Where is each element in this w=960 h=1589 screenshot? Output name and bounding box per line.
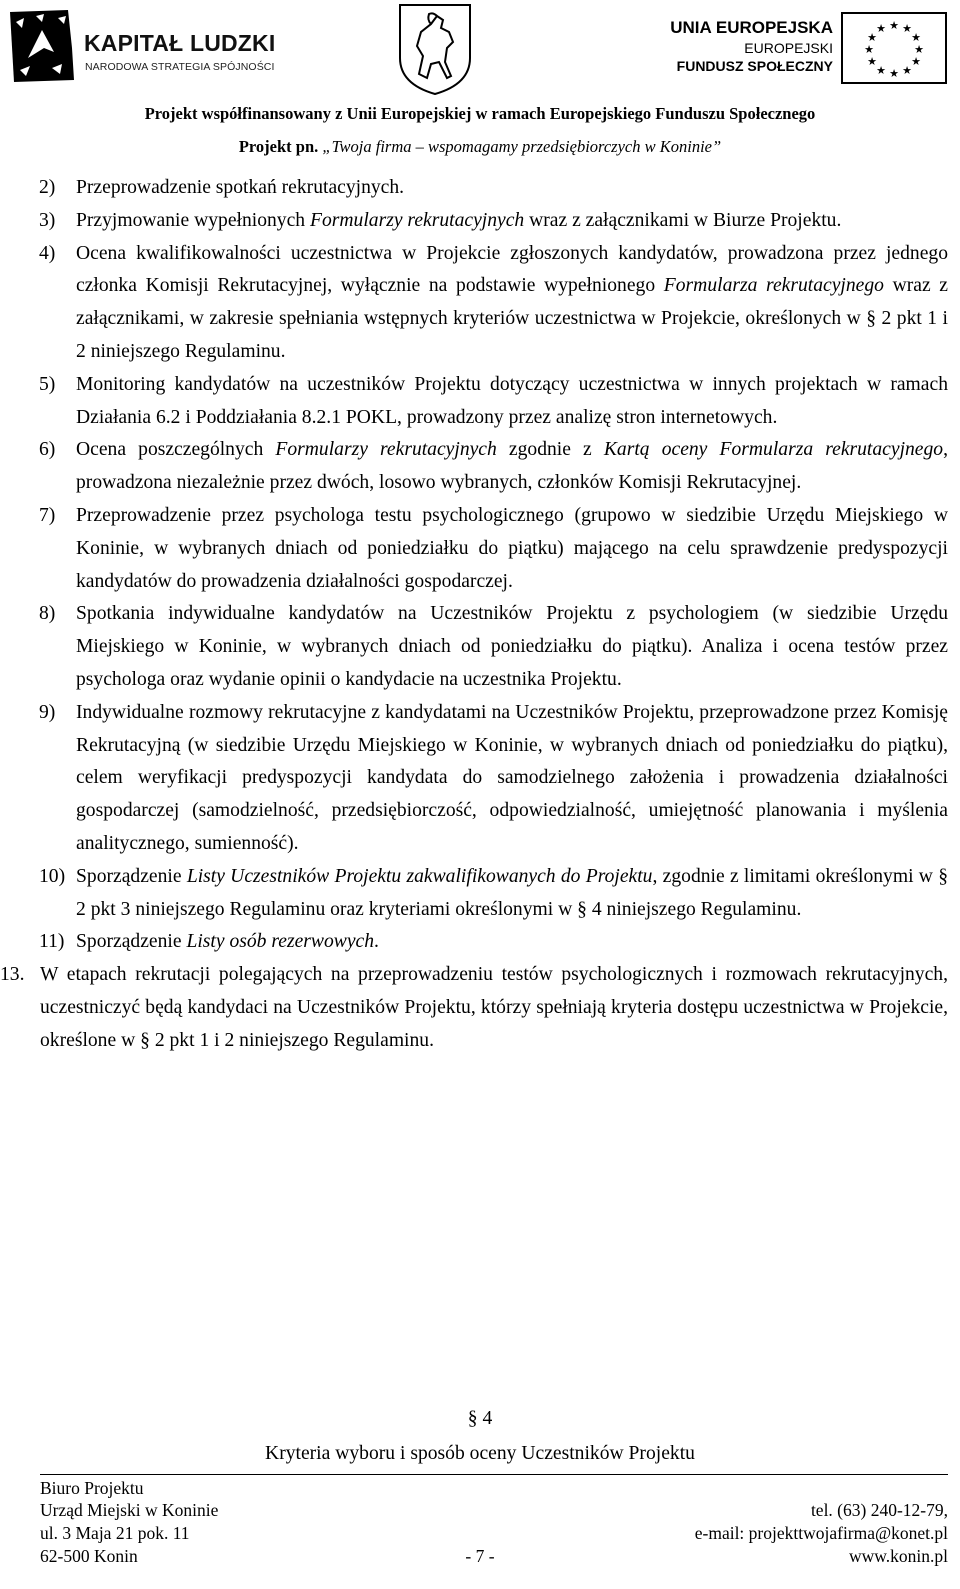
list-item-text: Przeprowadzenie spotkań rekrutacyjnych. bbox=[76, 177, 405, 198]
section-title: Kryteria wyboru i sposób oceny Uczestników Projektu bbox=[265, 1443, 695, 1464]
list-item-italic-text: Formularzy rekrutacyjnych bbox=[275, 439, 497, 461]
svg-text:★: ★ bbox=[902, 64, 912, 77]
footer-divider bbox=[40, 1474, 948, 1475]
point-13 bbox=[0, 959, 960, 1057]
svg-text:★: ★ bbox=[902, 22, 912, 35]
list-item-text: Ocena kwalifikowalności uczestnictwa w Projekcie zgłoszonych kandydatów, prowadzona przez jednego członka Komisji Rekrutacyjnej, wyłącznie na podstawie wypełnionego bbox=[76, 242, 948, 297]
list-item-number: 11) bbox=[39, 931, 65, 953]
logo-left-subtitle: NARODOWA STRATEGIA SPÓJNOŚCI bbox=[85, 61, 275, 73]
list-item-text: Sporządzenie bbox=[76, 865, 187, 887]
list-item-italic-text: Kartą oceny Formularza rekrutacyjnego bbox=[603, 439, 944, 461]
footer-website[interactable]: www.konin.pl bbox=[848, 1546, 948, 1566]
footer-office: Biuro Projektu bbox=[40, 1478, 144, 1498]
kapital-ludzki-mark-icon bbox=[8, 8, 76, 84]
list-item-number: 6) bbox=[39, 439, 56, 461]
point-13-number: 13. bbox=[0, 964, 25, 986]
svg-text:★: ★ bbox=[876, 22, 886, 35]
list-item-text: Przyjmowanie wypełnionych bbox=[76, 209, 310, 231]
list-item-text: zgodnie z bbox=[496, 439, 604, 461]
svg-text:★: ★ bbox=[911, 31, 921, 44]
list-item-italic-text: Formularza rekrutacyjnego bbox=[663, 275, 884, 297]
list-item bbox=[0, 861, 960, 927]
project-prefix: Projekt pn. bbox=[238, 137, 319, 156]
list-item bbox=[0, 500, 960, 598]
footer-city: 62-500 Konin bbox=[40, 1546, 138, 1566]
list-item bbox=[0, 369, 960, 435]
list-item-number: 2) bbox=[39, 177, 56, 198]
list-item-italic-text: Formularzy rekrutacyjnych bbox=[310, 209, 525, 231]
list-item-text: Sporządzenie bbox=[76, 931, 187, 953]
list-item-text: Przeprowadzenie przez psychologa testu psychologicznego (grupowo w siedzibie Urzędu Miejskiego w Koninie, w wybranych dniach od poniedziałku do piątku) mającego na celu sprawdzenie predyspozycji kandydatów do prowadzenia działalności gospodarczej. bbox=[76, 504, 948, 592]
eu-flag-icon bbox=[841, 12, 947, 84]
list-item bbox=[0, 598, 960, 696]
list-item bbox=[0, 205, 960, 238]
list-item bbox=[0, 172, 960, 205]
footer-institution: Urząd Miejski w Koninie bbox=[40, 1500, 219, 1520]
logo-left-title: KAPITAŁ LUDZKI bbox=[84, 30, 276, 56]
list-item-text: Spotkania indywidualne kandydatów na Uczestników Projektu z psychologiem (w siedzibie Urzędu Miejskiego w Koninie, w wybranych dniach od poniedziałku do piątku). Analiza i ocena testów przez psychologa oraz wydanie opinii o kandydacie na uczestnika Projektu. bbox=[76, 603, 948, 690]
svg-text:★: ★ bbox=[889, 67, 899, 80]
list-item-text: Monitoring kandydatów na uczestników Projektu dotyczący uczestnictwa w innych projektach w ramach Działania 6.2 i Poddziałania 8.2.1 POKL, prowadzony przez analizę stron internetowych. bbox=[76, 373, 948, 428]
list-item bbox=[0, 238, 960, 369]
list-item-number: 9) bbox=[39, 701, 56, 723]
document-body bbox=[0, 172, 960, 1058]
eu-logo bbox=[655, 12, 950, 92]
list-item-number: 7) bbox=[39, 504, 56, 526]
footer-email[interactable]: e-mail: projekttwojafirma@konet.pl bbox=[694, 1523, 948, 1543]
list-item-number: 5) bbox=[39, 373, 56, 395]
section-number: § 4 bbox=[467, 1408, 493, 1429]
svg-text:★: ★ bbox=[911, 55, 921, 68]
footer-phone: tel. (63) 240-12-79, bbox=[810, 1500, 948, 1520]
list-item-text: Indywidualne rozmowy rekrutacyjne z kandydatami na Uczestników Projektu, przeprowadzone przez Komisję Rekrutacyjną (w siedzibie Urzędu Miejskiego w Koninie, w wybranych dniach od poniedziałku do piątku), celem weryfikacji predyspozycji kandydata do samodzielnego założenia i prowadzenia działalności gospodarczej (samodzielność, przedsiębiorczość, odpowiedzialność, umiejętność planowania i myślenia analitycznego, sumienność). bbox=[76, 701, 948, 854]
list-item-text: . bbox=[374, 931, 379, 953]
svg-text:★: ★ bbox=[867, 31, 877, 44]
page-number: - 7 - bbox=[465, 1546, 495, 1566]
eu-logo-line3: FUNDUSZ SPOŁECZNY bbox=[676, 58, 833, 74]
list-item bbox=[0, 434, 960, 500]
svg-text:★: ★ bbox=[914, 43, 924, 56]
list-item-text: wraz z załącznikami w Biurze Projektu. bbox=[524, 209, 842, 231]
horse-crest-icon bbox=[397, 2, 473, 96]
eu-logo-line1: UNIA EUROPEJSKA bbox=[670, 18, 833, 37]
project-name-line bbox=[0, 137, 960, 157]
kapital-ludzki-logo bbox=[8, 8, 276, 88]
list-item-text: Ocena poszczególnych bbox=[76, 439, 276, 461]
list-item-text: , zgodnie z limitami określonymi w § 2 pkt 3 niniejszego Regulaminu oraz kryteriami określonymi w § 4 niniejszego Regulaminu. bbox=[76, 865, 949, 920]
svg-text:★: ★ bbox=[889, 19, 899, 32]
list-item bbox=[0, 697, 960, 861]
eu-logo-line2: EUROPEJSKI bbox=[744, 40, 833, 56]
list-item-number: 10) bbox=[39, 865, 66, 887]
svg-text:★: ★ bbox=[876, 64, 886, 77]
svg-text:★: ★ bbox=[864, 43, 874, 56]
list-item-number: 3) bbox=[39, 209, 56, 231]
recruitment-steps-list bbox=[0, 172, 960, 959]
list-item-number: 8) bbox=[39, 603, 56, 625]
list-item bbox=[0, 926, 960, 959]
list-item-number: 4) bbox=[39, 242, 56, 264]
list-item-text: wraz z załącznikami, w zakresie spełniania wstępnych kryteriów uczestnictwa w Projekcie, określonych w § 2 pkt 1 i 2 niniejszego Regulaminu. bbox=[76, 275, 948, 362]
project-name: „Twoja firma – wspomagamy przedsiębiorczych w Koninie” bbox=[322, 137, 722, 156]
footer-street: ul. 3 Maja 21 pok. 11 bbox=[40, 1523, 190, 1543]
list-item-italic-text: Listy osób rezerwowych bbox=[186, 931, 375, 953]
point-13-text: W etapach rekrutacji polegających na przeprowadzeniu testów psychologicznych i rozmowach rekrutacyjnych, uczestniczyć będą kandydaci na Uczestników Projektu, którzy spełniają kryteria dostępu uczestnictwa w Projekcie, określone w § 2 pkt 1 i 2 niniejszego Regulaminu. bbox=[40, 964, 948, 1051]
svg-text:★: ★ bbox=[867, 55, 877, 68]
cofinancing-line: Projekt współfinansowany z Unii Europejskiej w ramach Europejskiego Funduszu Społecznego bbox=[144, 104, 816, 123]
list-item-text: , prowadzona niezależnie przez dwóch, losowo wybranych, członków Komisji Rekrutacyjnej. bbox=[76, 439, 949, 494]
list-item-italic-text: Listy Uczestników Projektu zakwalifikowanych do Projektu bbox=[186, 865, 653, 887]
